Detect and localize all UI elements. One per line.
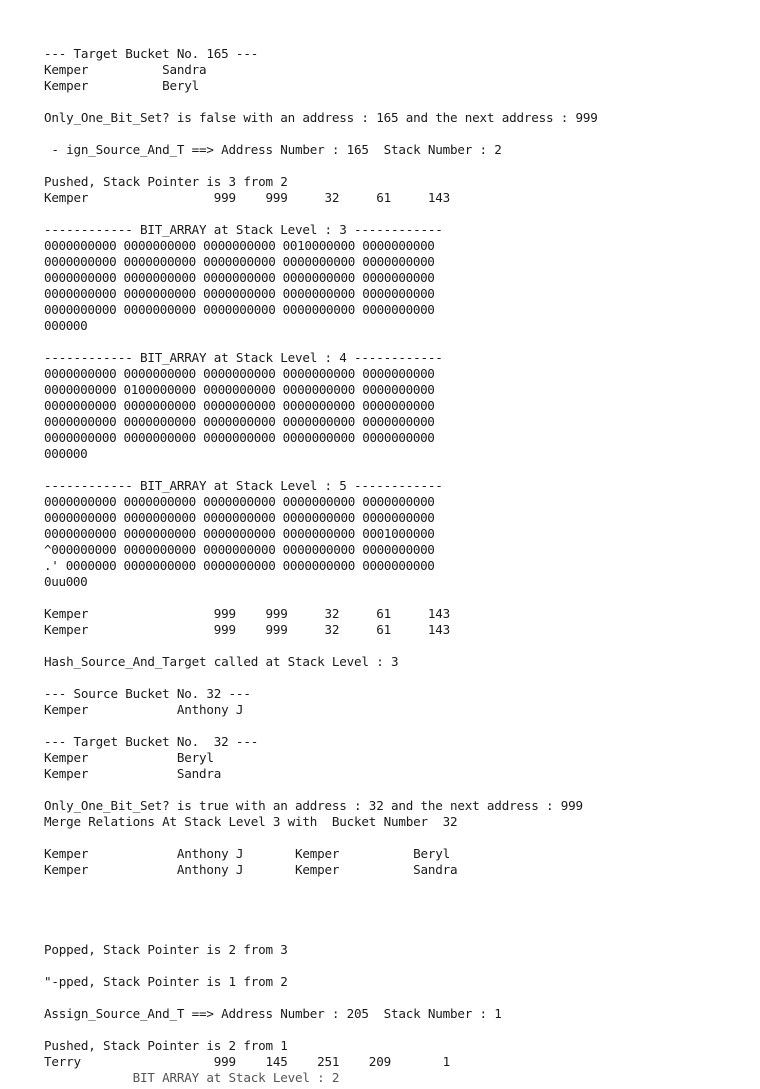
bucket-record: Kemper Sandra bbox=[44, 766, 222, 781]
bucket-record: Kemper Sandra bbox=[44, 62, 207, 77]
bit-array-row: 0000000000 0000000000 0000000000 0000000000 0000000000 bbox=[44, 414, 435, 429]
bit-array-row: .' 0000000 0000000000 0000000000 0000000000 0000000000 bbox=[44, 558, 435, 573]
bit-array-row: 0000000000 0000000000 0000000000 0000000000 0000000000 bbox=[44, 494, 435, 509]
bit-array-row: 0000000000 0000000000 0000000000 0000000000 0000000000 bbox=[44, 510, 435, 525]
push-message: Pushed, Stack Pointer is 3 from 2 bbox=[44, 174, 288, 189]
bit-array-row: 0000000000 0000000000 0000000000 0010000000 0000000000 bbox=[44, 238, 435, 253]
assign-source-message: - ign_Source_And_T ==> Address Number : 165 Stack Number : 2 bbox=[44, 142, 502, 157]
bit-array-row: 0000000000 0000000000 0000000000 0000000000 0000000000 bbox=[44, 286, 435, 301]
target-bucket-header: --- Target Bucket No. 165 --- bbox=[44, 46, 259, 61]
bit-array-row: 0000000000 0000000000 0000000000 0000000000 0000000000 bbox=[44, 254, 435, 269]
bit-array-header: ------------ BIT_ARRAY at Stack Level : 5 ------------ bbox=[44, 478, 443, 493]
bit-array-row: 0000000000 0000000000 0000000000 0000000000 0000000000 bbox=[44, 398, 435, 413]
hash-call-message: Hash_Source_And_Target called at Stack Level : 3 bbox=[44, 654, 399, 669]
merged-record: Kemper Anthony J Kemper Beryl bbox=[44, 846, 451, 861]
record-values: Kemper 999 999 32 61 143 bbox=[44, 190, 451, 205]
bit-array-header: ------------ BIT_ARRAY at Stack Level : 3 ------------ bbox=[44, 222, 443, 237]
record-values: Kemper 999 999 32 61 143 bbox=[44, 606, 451, 621]
bit-array-row: 000000 bbox=[44, 318, 88, 333]
merged-record: Kemper Anthony J Kemper Sandra bbox=[44, 862, 458, 877]
bit-array-header-cutoff: BIT ARRAY at Stack Level : 2 bbox=[44, 1070, 340, 1085]
bit-array-header: ------------ BIT_ARRAY at Stack Level : 4 ------------ bbox=[44, 350, 443, 365]
bit-array-row: 0000000000 0000000000 0000000000 0000000000 0000000000 bbox=[44, 302, 435, 317]
bit-array-row: 0000000000 0000000000 0000000000 0000000000 0000000000 bbox=[44, 270, 435, 285]
only-one-bit-set-message: Only_One_Bit_Set? is true with an address : 32 and the next address : 999 bbox=[44, 798, 583, 813]
bit-array-row: 0000000000 0000000000 0000000000 0000000000 0001000000 bbox=[44, 526, 435, 541]
only-one-bit-set-message: Only_One_Bit_Set? is false with an address : 165 and the next address : 999 bbox=[44, 110, 598, 125]
bit-array-row: 0000000000 0000000000 0000000000 0000000000 0000000000 bbox=[44, 430, 435, 445]
assign-source-message: Assign_Source_And_T ==> Address Number : 205 Stack Number : 1 bbox=[44, 1006, 502, 1021]
printout-page bbox=[44, 46, 744, 1086]
record-values: Terry 999 145 251 209 1 bbox=[44, 1054, 451, 1069]
pop-message: "-pped, Stack Pointer is 1 from 2 bbox=[44, 974, 288, 989]
bit-array-row: 0uu000 bbox=[44, 574, 88, 589]
bit-array-row: 0000000000 0000000000 0000000000 0000000000 0000000000 bbox=[44, 366, 435, 381]
merge-relations-message: Merge Relations At Stack Level 3 with Bucket Number 32 bbox=[44, 814, 458, 829]
bit-array-row: 0000000000 0100000000 0000000000 0000000000 0000000000 bbox=[44, 382, 435, 397]
bit-array-row: ^000000000 0000000000 0000000000 0000000000 0000000000 bbox=[44, 542, 435, 557]
bucket-record: Kemper Beryl bbox=[44, 750, 214, 765]
source-bucket-header: --- Source Bucket No. 32 --- bbox=[44, 686, 251, 701]
push-message: Pushed, Stack Pointer is 2 from 1 bbox=[44, 1038, 288, 1053]
bucket-record: Kemper Beryl bbox=[44, 78, 200, 93]
record-values: Kemper 999 999 32 61 143 bbox=[44, 622, 451, 637]
bucket-record: Kemper Anthony J bbox=[44, 702, 244, 717]
bit-array-row: 000000 bbox=[44, 446, 88, 461]
pop-message: Popped, Stack Pointer is 2 from 3 bbox=[44, 942, 288, 957]
target-bucket-header: --- Target Bucket No. 32 --- bbox=[44, 734, 259, 749]
